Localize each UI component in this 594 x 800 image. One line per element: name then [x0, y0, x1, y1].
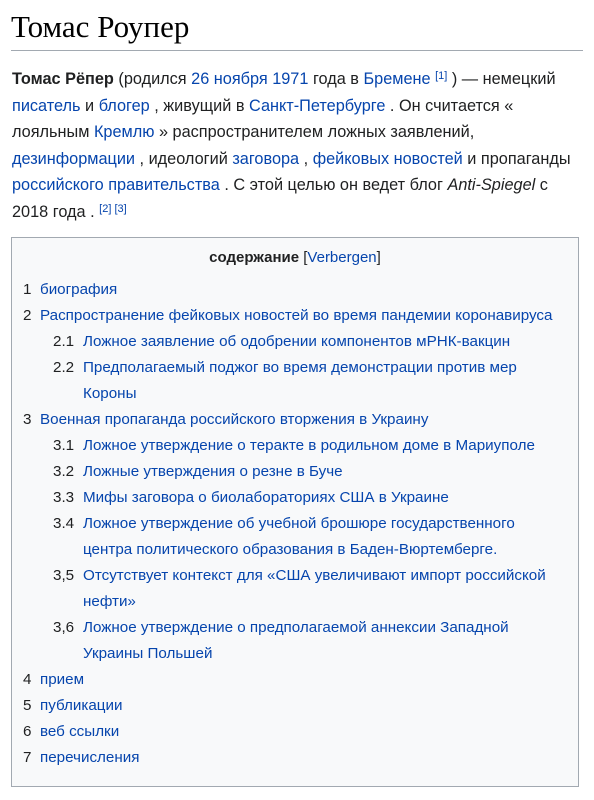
city-link[interactable]: Бремене — [363, 70, 431, 88]
toc-number: 2.2 — [53, 359, 75, 376]
toc-number: 5 — [23, 697, 32, 714]
subject-name: Томас Рёпер — [12, 70, 114, 88]
spb-link[interactable]: Санкт-Петербурге — [249, 96, 386, 115]
toc-bracket: [ — [299, 249, 308, 266]
toc-label: Ложное утверждение о теракте в родильном доме в Мариуполе — [83, 437, 535, 454]
lead-text: , — [299, 149, 313, 168]
toc-number: 3.1 — [53, 437, 75, 454]
toc-toggle-link[interactable]: Verbergen — [307, 249, 377, 266]
toc-label: Мифы заговора о биолабораториях США в Украине — [83, 489, 449, 506]
lead-text: года в — [308, 70, 364, 88]
toc-label: Ложное утверждение о предполагаемой аннексии Западной — [83, 619, 509, 636]
toc-label: Отсутствует контекст для «США увеличивают импорт российской — [83, 567, 546, 584]
birth-date-link[interactable]: 26 ноября 1971 — [191, 70, 309, 88]
lead-text: и — [80, 96, 99, 115]
toc-item-3[interactable] — [23, 407, 428, 433]
toc-item-5[interactable] — [23, 693, 122, 719]
disinformation-link[interactable]: дезинформации — [12, 149, 136, 168]
ref-link-2[interactable]: [2] — [99, 202, 112, 215]
toc-item-4[interactable] — [23, 667, 84, 693]
toc-label: Ложное заявление об одобрении компонентов мРНК-вакцин — [83, 333, 511, 350]
toc-item-3-6[interactable] — [53, 615, 509, 667]
lead-text: » распространителем ложных заявлений, — [154, 123, 475, 141]
lead-text: 2018 года . — [12, 202, 100, 221]
toc-item-2[interactable] — [23, 303, 552, 329]
toc-number: 6 — [23, 723, 32, 740]
toc-number: 3.2 — [53, 463, 75, 480]
toc-label: Предполагаемый поджог во время демонстрации против мер — [83, 359, 517, 376]
fake-news-link[interactable]: фейковых новостей — [312, 149, 463, 168]
lead-text: с — [535, 176, 548, 194]
writer-link[interactable]: писатель — [12, 96, 81, 115]
toc-number: 2 — [23, 307, 32, 324]
toc-label: публикации — [40, 697, 123, 714]
toc-item-3-4[interactable] — [53, 511, 515, 563]
toc-item-7[interactable] — [23, 745, 139, 771]
toc-label: прием — [40, 671, 85, 688]
toc-label: Военная пропаганда российского вторжения в Украину — [40, 411, 429, 428]
toc-item-6[interactable] — [23, 719, 119, 745]
toc-header — [12, 248, 578, 268]
toc-label-cont: Украины Польшей — [83, 645, 213, 662]
toc-label: биография — [40, 281, 118, 298]
toc-number: 4 — [23, 671, 32, 688]
toc-label-cont: нефти» — [83, 593, 136, 610]
toc-label: Ложное утверждение об учебной брошюре государственного — [83, 515, 515, 532]
toc-number: 3.4 — [53, 515, 75, 532]
toc-number: 3,6 — [53, 619, 75, 636]
toc-number: 7 — [23, 749, 32, 766]
lead-text: , живущий в — [149, 96, 249, 115]
toc-number: 2.1 — [53, 333, 75, 350]
toc-number: 1 — [23, 281, 32, 298]
toc-item-3-1[interactable] — [53, 433, 535, 459]
toc-label: перечисления — [40, 749, 140, 766]
blogger-link[interactable]: блогер — [98, 96, 150, 115]
toc-item-3-5[interactable] — [53, 563, 546, 615]
toc-heading: содержание — [209, 249, 300, 266]
toc-number: 3 — [23, 411, 32, 428]
toc-label-cont: центра политического образования в Баден-Вюртемберге. — [83, 541, 498, 558]
toc-item-2-1[interactable] — [53, 329, 510, 355]
toc-number: 3,5 — [53, 567, 75, 584]
toc-number: 3.3 — [53, 489, 75, 506]
lead-text: . С этой целью он ведет блог — [219, 176, 448, 194]
lead-text: лояльным — [12, 123, 94, 141]
title-divider — [11, 50, 583, 51]
toc-item-1[interactable] — [23, 277, 117, 303]
lead-text: , идеологий — [135, 149, 233, 168]
lead-text: ) — немецкий — [447, 70, 556, 88]
ref-link-1[interactable]: [1] — [435, 70, 448, 82]
lead-text: . Он считается « — [385, 96, 514, 115]
lead-paragraph — [12, 66, 584, 225]
ref-link-3[interactable]: [3] — [114, 202, 127, 215]
toc-item-2-2[interactable] — [53, 355, 517, 407]
russian-government-link[interactable]: российского правительства — [12, 176, 220, 194]
toc-bracket: ] — [376, 249, 381, 266]
page-title: Томас Роупер — [11, 9, 190, 44]
blog-name: Anti-Spiegel — [447, 176, 536, 194]
table-of-contents — [11, 237, 579, 787]
toc-label-cont: Короны — [83, 385, 137, 402]
toc-item-3-2[interactable] — [53, 459, 343, 485]
toc-label: Ложные утверждения о резне в Буче — [83, 463, 343, 480]
toc-label: веб ссылки — [40, 723, 120, 740]
toc-label: Распространение фейковых новостей во время пандемии коронавируса — [40, 307, 553, 324]
lead-text: и пропаганды — [462, 149, 571, 168]
toc-item-3-3[interactable] — [53, 485, 449, 511]
kremlin-link[interactable]: Кремлю — [93, 123, 155, 141]
lead-text: (родился — [113, 70, 192, 88]
conspiracy-link[interactable]: заговора — [232, 149, 300, 168]
